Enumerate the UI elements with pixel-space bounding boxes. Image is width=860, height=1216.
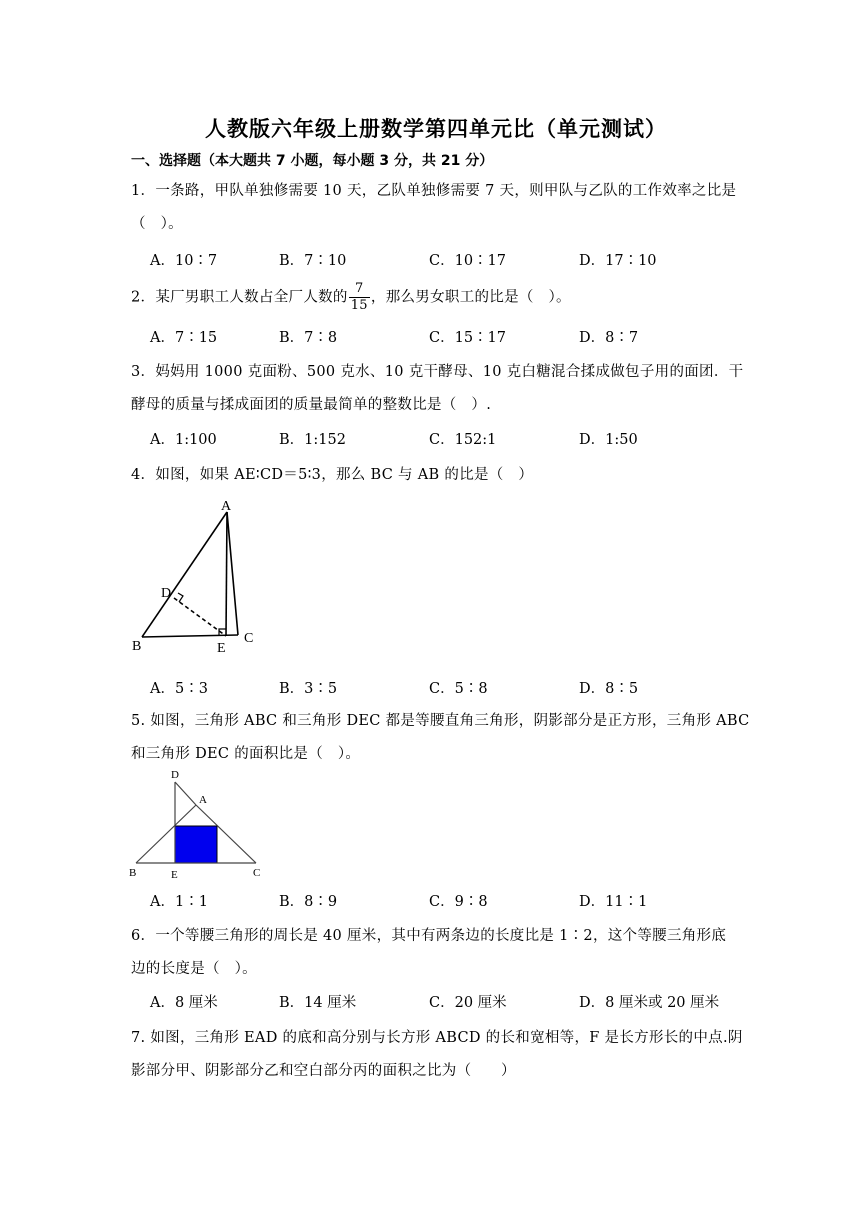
q4-label-a: A — [221, 499, 232, 514]
q3-option-c[interactable]: C．152:1 — [429, 432, 497, 448]
q4-side-ab — [142, 512, 227, 637]
q5-option-c[interactable]: C．9∶8 — [429, 894, 488, 910]
q7-text-line2: 影部分甲、阴影部分乙和空白部分丙的面积之比为（ ） — [131, 1063, 516, 1079]
q1-text-line2: （ ）。 — [131, 216, 183, 232]
q3-text-line2: 酵母的质量与揉成面团的质量最简单的整数比是（ ）. — [131, 397, 492, 413]
q5-triangle-figure — [126, 765, 266, 880]
q4-side-ac — [227, 512, 238, 635]
q4-altitude-ae — [226, 512, 227, 636]
q1-option-d[interactable]: D．17∶10 — [579, 253, 657, 269]
q5-option-d[interactable]: D．11∶1 — [579, 894, 648, 910]
q5-option-b[interactable]: B．8∶9 — [279, 894, 338, 910]
q2-option-b[interactable]: B．7∶8 — [279, 330, 338, 346]
q5-label-b: B — [129, 867, 137, 879]
q2-fraction — [349, 281, 370, 314]
q1-option-a[interactable]: A．10∶7 — [150, 253, 218, 269]
q4-option-a[interactable]: A．5∶3 — [150, 681, 208, 697]
q5-shaded-square — [175, 826, 217, 863]
q5-label-c: C — [253, 867, 261, 879]
q2-fraction-denominator: 15 — [350, 298, 368, 313]
q2-text-before: 2．某厂男职工人数占全厂人数的 — [131, 289, 348, 306]
page-title: 人教版六年级上册数学第四单元比（单元测试） — [205, 117, 667, 141]
q5-text-line2: 和三角形 DEC 的面积比是（ ）。 — [131, 746, 361, 762]
q2-option-a[interactable]: A．7∶15 — [150, 330, 218, 346]
q4-label-d: D — [161, 586, 172, 601]
q4-label-c: C — [244, 631, 254, 646]
section-heading: 一、选择题（本大题共 7 小题，每小题 3 分，共 21 分） — [131, 153, 494, 169]
q4-segment-de — [174, 598, 226, 636]
q6-option-d[interactable]: D．8 厘米或 20 厘米 — [579, 995, 720, 1011]
q4-option-c[interactable]: C．5∶8 — [429, 681, 488, 697]
q4-triangle-figure — [130, 495, 280, 660]
q3-text-line1: 3．妈妈用 1000 克面粉、500 克水、10 克干酵母、10 克白糖混合揉成做包子用的面团．干 — [131, 364, 744, 380]
q6-option-b[interactable]: B．14 厘米 — [279, 995, 357, 1011]
q5-label-a: A — [199, 794, 207, 806]
q5-text-line1: 5. 如图，三角形 ABC 和三角形 DEC 都是等腰直角三角形，阴影部分是正方形，三角形 ABC — [131, 713, 750, 729]
q7-text-line1: 7. 如图，三角形 EAD 的底和高分别与长方形 ABCD 的长和宽相等，F 是长方形长的中点.阴 — [131, 1030, 743, 1046]
q4-option-d[interactable]: D．8∶5 — [579, 681, 639, 697]
q3-option-d[interactable]: D．1:50 — [579, 432, 638, 448]
q5-label-d: D — [171, 769, 179, 781]
q4-option-b[interactable]: B．3∶5 — [279, 681, 338, 697]
q4-label-b: B — [132, 639, 142, 654]
q1-text-line1: 1．一条路，甲队单独修需要 10 天，乙队单独修需要 7 天，则甲队与乙队的工作效率之比是 — [131, 183, 737, 199]
q1-option-c[interactable]: C．10∶17 — [429, 253, 506, 269]
q4-text: 4．如图，如果 AE∶CD＝5∶3，那么 BC 与 AB 的比是（ ） — [131, 467, 534, 483]
q6-option-a[interactable]: A．8 厘米 — [150, 995, 218, 1011]
q1-option-b[interactable]: B．7∶10 — [279, 253, 347, 269]
q4-label-e: E — [217, 641, 226, 656]
q5-side-da — [175, 782, 196, 805]
q4-right-angle-d — [178, 593, 183, 602]
q3-option-b[interactable]: B．1:152 — [279, 432, 346, 448]
q2-fraction-numerator: 7 — [349, 281, 370, 298]
q5-label-e: E — [171, 869, 178, 880]
q2-text-after: ，那么男女职工的比是（ ）。 — [370, 289, 571, 306]
q2-text — [131, 281, 571, 314]
q2-option-d[interactable]: D．8∶7 — [579, 330, 639, 346]
q2-option-c[interactable]: C．15∶17 — [429, 330, 506, 346]
q4-side-bc — [142, 635, 238, 637]
q6-text-line1: 6．一个等腰三角形的周长是 40 厘米，其中有两条边的长度比是 1∶2，这个等腰三角形底 — [131, 928, 727, 944]
q3-option-a[interactable]: A．1:100 — [150, 432, 217, 448]
q6-option-c[interactable]: C．20 厘米 — [429, 995, 507, 1011]
q6-text-line2: 边的长度是（ ）。 — [131, 961, 257, 977]
q5-option-a[interactable]: A．1∶1 — [150, 894, 208, 910]
